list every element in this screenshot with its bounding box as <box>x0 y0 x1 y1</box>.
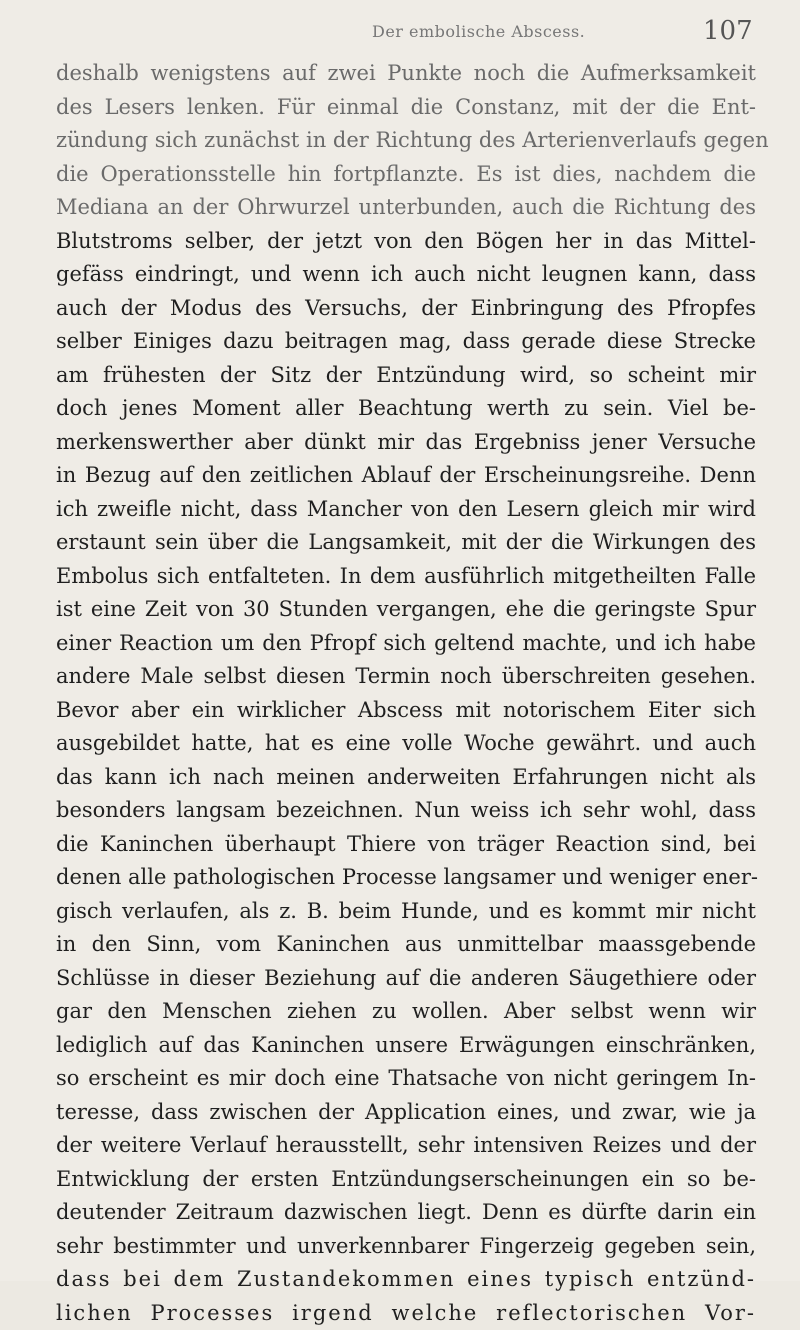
text-line: in den Sinn, vom Kaninchen aus unmittelbar maassgebende <box>56 928 756 962</box>
text-line: andere Male selbst diesen Termin noch überschreiten gesehen. <box>56 660 756 694</box>
text-line: gisch verlaufen, als z. B. beim Hunde, und es kommt mir nicht <box>56 895 756 929</box>
text-line: denen alle pathologischen Processe langsamer und weniger ener- <box>56 861 756 895</box>
text-line: lediglich auf das Kaninchen unsere Erwägungen einschränken, <box>56 1029 756 1063</box>
page-number: 107 <box>703 16 753 46</box>
text-line: die Kaninchen überhaupt Thiere von träger Reaction sind, bei <box>56 828 756 862</box>
text-line: Bevor aber ein wirklicher Abscess mit notorischem Eiter sich <box>56 694 756 728</box>
text-line: zündung sich zunächst in der Richtung des Arterienverlaufs gegen <box>56 124 756 158</box>
text-line: sehr bestimmter und unverkennbarer Fingerzeig gegeben sein, <box>56 1230 756 1264</box>
text-line: ausgebildet hatte, hat es eine volle Woche gewährt. und auch <box>56 727 756 761</box>
text-line: erstaunt sein über die Langsamkeit, mit der die Wirkungen des <box>56 526 756 560</box>
text-line: ist eine Zeit von 30 Stunden vergangen, ehe die geringste Spur <box>56 593 756 627</box>
text-line: so erscheint es mir doch eine Thatsache von nicht geringem In- <box>56 1062 756 1096</box>
text-line: Embolus sich entfalteten. In dem ausführlich mitgetheilten Falle <box>56 560 756 594</box>
text-line: am frühesten der Sitz der Entzündung wird, so scheint mir <box>56 359 756 393</box>
text-line: gar den Menschen ziehen zu wollen. Aber selbst wenn wir <box>56 995 756 1029</box>
text-line: Blutstroms selber, der jetzt von den Bögen her in das Mittel- <box>56 225 756 259</box>
text-line: deutender Zeitraum dazwischen liegt. Denn es dürfte darin ein <box>56 1196 756 1230</box>
text-line: in Bezug auf den zeitlichen Ablauf der Erscheinungsreihe. Denn <box>56 459 756 493</box>
text-line-emphasized: dass bei dem Zustandekommen eines typisch entzünd- <box>56 1263 756 1297</box>
text-line: doch jenes Moment aller Beachtung werth zu sein. Viel be- <box>56 392 756 426</box>
text-line: merkenswerther aber dünkt mir das Ergebniss jener Versuche <box>56 426 756 460</box>
text-line: auch der Modus des Versuchs, der Einbringung des Pfropfes <box>56 292 756 326</box>
text-line: einer Reaction um den Pfropf sich geltend machte, und ich habe <box>56 627 756 661</box>
text-line: selber Einiges dazu beitragen mag, dass gerade diese Strecke <box>56 325 756 359</box>
text-line: Schlüsse in dieser Beziehung auf die anderen Säugethiere oder <box>56 962 756 996</box>
text-line: das kann ich nach meinen anderweiten Erfahrungen nicht als <box>56 761 756 795</box>
text-line: besonders langsam bezeichnen. Nun weiss ich sehr wohl, dass <box>56 794 756 828</box>
text-line: der weitere Verlauf herausstellt, sehr intensiven Reizes und der <box>56 1129 756 1163</box>
text-line: ich zweifle nicht, dass Mancher von den Lesern gleich mir wird <box>56 493 756 527</box>
text-line: teresse, dass zwischen der Application eines, und zwar, wie ja <box>56 1096 756 1130</box>
text-line: gefäss eindringt, und wenn ich auch nicht leugnen kann, dass <box>56 258 756 292</box>
text-line-emphasized: lichen Processes irgend welche reflectorischen Vor- <box>56 1297 756 1330</box>
text-line: Mediana an der Ohrwurzel unterbunden, auch die Richtung des <box>56 191 756 225</box>
body-text <box>56 57 756 1330</box>
text-line: Entwicklung der ersten Entzündungserscheinungen ein so be- <box>56 1163 756 1197</box>
running-title: Der embolische Abscess. <box>372 22 585 41</box>
text-line: deshalb wenigstens auf zwei Punkte noch die Aufmerksamkeit <box>56 57 756 91</box>
text-line: des Lesers lenken. Für einmal die Constanz, mit der die Ent- <box>56 91 756 125</box>
text-line: die Operationsstelle hin fortpflanzte. Es ist dies, nachdem die <box>56 158 756 192</box>
